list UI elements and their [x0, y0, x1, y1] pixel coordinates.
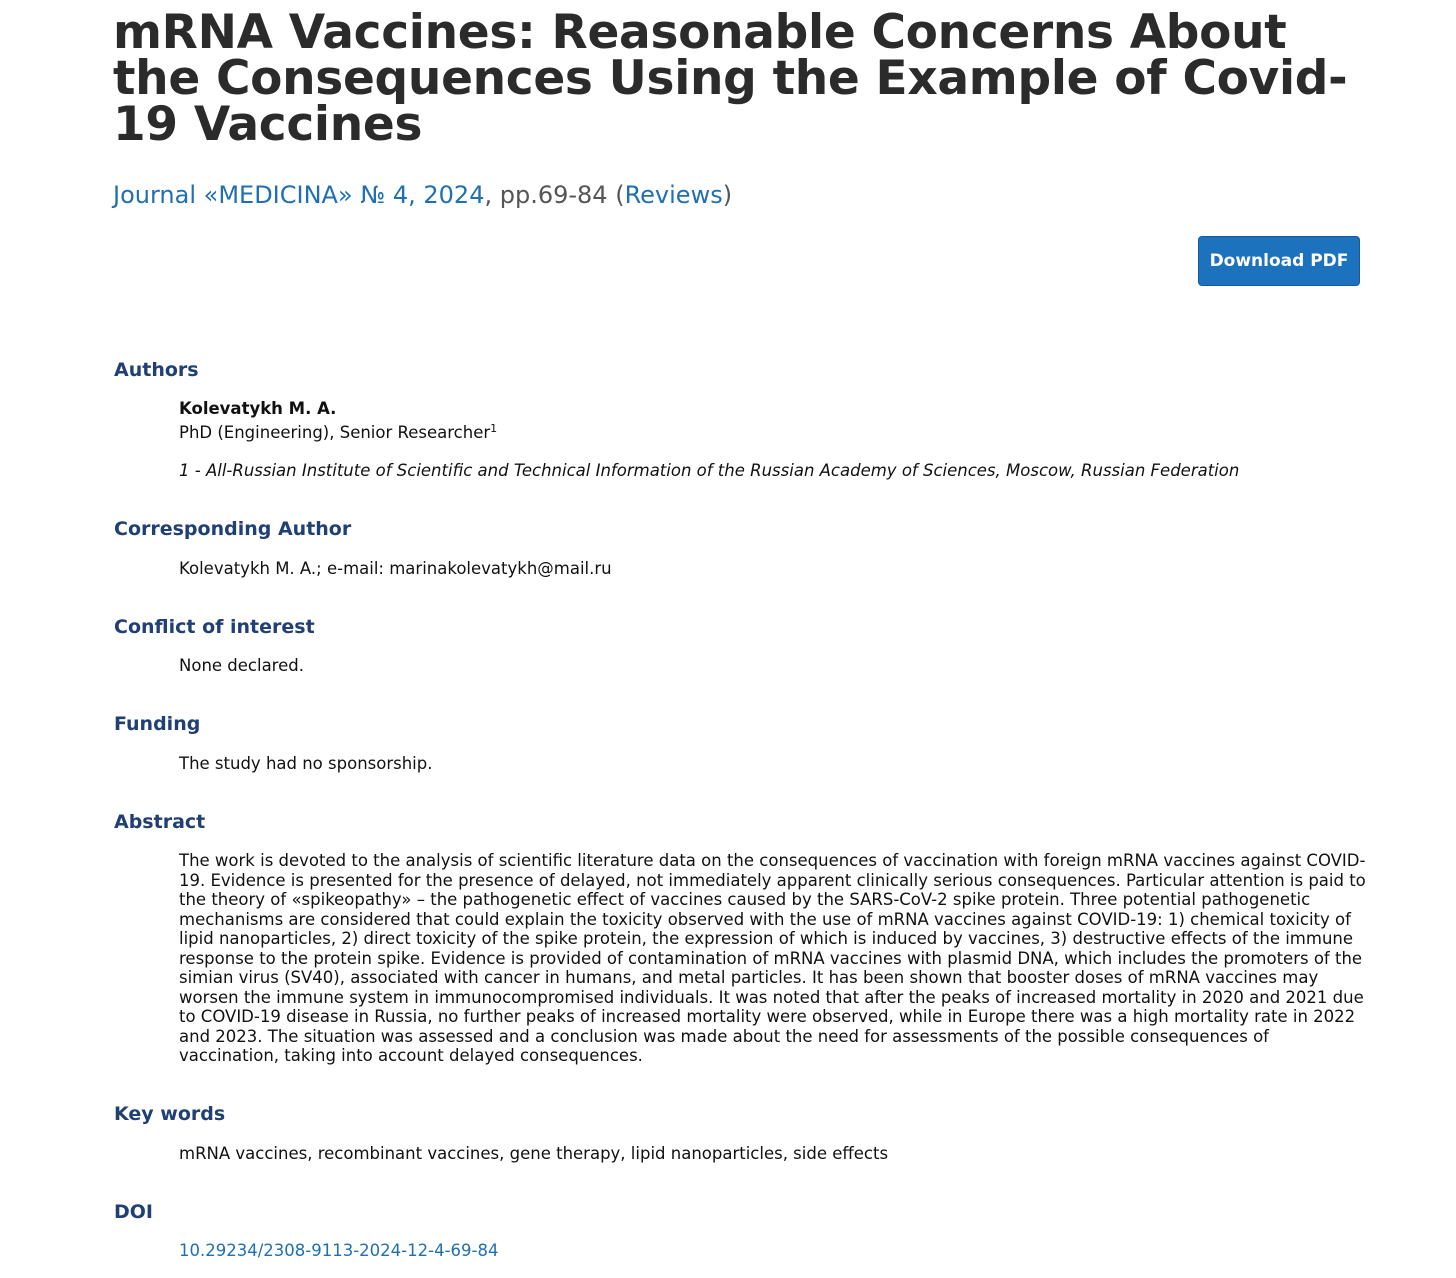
keywords-heading: Key words [114, 1103, 226, 1125]
affiliation-marker: 1 [490, 422, 498, 435]
corresponding-author-heading: Corresponding Author [114, 518, 352, 540]
journal-citation [113, 178, 732, 212]
download-pdf-button[interactable]: Download PDF [1198, 236, 1360, 286]
journal-issue-link[interactable]: Journal «MEDICINA» № 4, 2024 [113, 181, 485, 209]
author-affiliation: 1 - All-Russian Institute of Scientific and Technical Information of the Russian Academy of Sciences, Moscow, Russian Federation [179, 461, 1240, 480]
reviews-link[interactable]: Reviews [624, 181, 723, 209]
reviews-close-paren: ) [722, 181, 733, 209]
article-title: mRNA Vaccines: Reasonable Concerns About the Consequences Using the Example of Covid-19 Vaccines [113, 5, 1348, 152]
authors-heading: Authors [114, 359, 199, 381]
conflict-heading: Conflict of interest [114, 616, 315, 638]
conflict-text: None declared. [179, 656, 304, 675]
funding-heading: Funding [114, 713, 201, 735]
keywords-text: mRNA vaccines, recombinant vaccines, gene therapy, lipid nanoparticles, side effects [179, 1144, 889, 1163]
abstract-text: The work is devoted to the analysis of scientific literature data on the consequences of vaccination with foreign mRNA vaccines against COVID-19. Evidence is presented for the presence of delayed, not immediately apparent clinically serious consequences. Particular attention is paid to the theory of «spikeopathy» – the pathogenetic effect of vaccines caused by the SARS-CoV-2 spike protein. Three potential pathogenetic mechanisms are considered that could explain the toxicity observed with the use of mRNA vaccines against COVID-19: 1) chemical toxicity of lipid nanoparticles, 2) direct toxicity of the spike protein, the expression of which is induced by vaccines, 3) destructive effects of the immune response to the protein spike. Evidence is provided of contamination of mRNA vaccines with plasmid DNA, which includes the promoters of the simian virus (SV40), associated with cancer in humans, and metal particles. It has been shown that booster doses of mRNA vaccines may worsen the immune system in immunocompromised individuals. It was noted that after the peaks of increased mortality in 2020 and 2021 due to COVID-19 disease in Russia, no further peaks of increased mortality were observed, while in Europe there was a high mortality rate in 2022 and 2023. The situation was assessed and a conclusion was made about the need for assessments of the possible consequences of vaccination, taking into account delayed consequences. [179, 851, 1366, 1065]
abstract-heading: Abstract [114, 811, 206, 833]
doi-link[interactable]: 10.29234/2308-9113-2024-12-4-69-84 [179, 1241, 499, 1260]
doi-heading: DOI [114, 1201, 153, 1223]
corresponding-author-text: Kolevatykh M. A.; e-mail: marinakolevatykh@mail.ru [179, 559, 612, 578]
funding-text: The study had no sponsorship. [179, 754, 433, 773]
page-range: , pp.69-84 ( [484, 181, 625, 209]
doi-row [179, 1240, 498, 1262]
author-position-text: PhD (Engineering), Senior Researcher [179, 423, 491, 442]
author-position [179, 422, 497, 444]
author-name: Kolevatykh M. A. [179, 399, 337, 418]
